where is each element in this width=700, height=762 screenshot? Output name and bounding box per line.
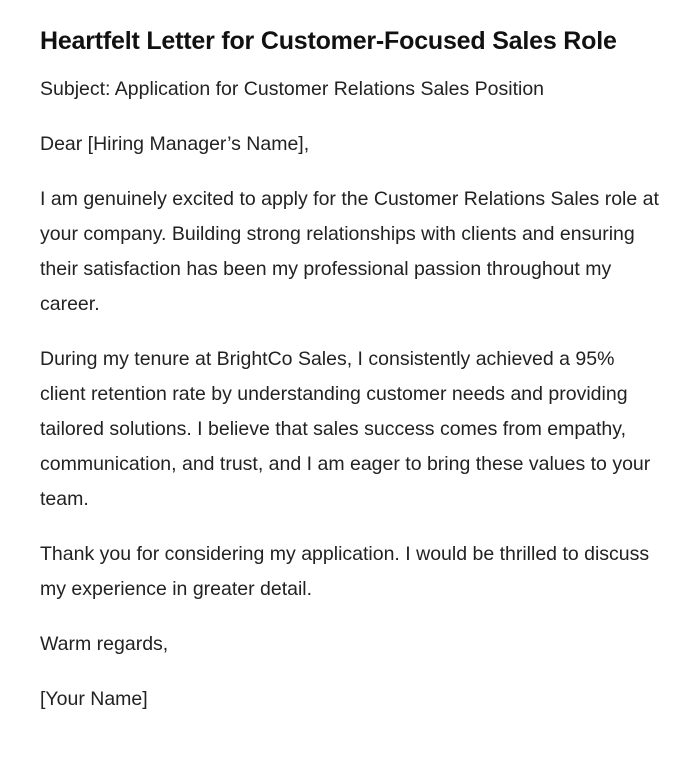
- letter-paragraph-intro: I am genuinely excited to apply for the Customer Relations Sales role at your company. Building strong relationships with clients and ensuring their satisfaction has been my professional passion throughout my career.: [40, 188, 659, 315]
- letter-salutation: Dear [Hiring Manager’s Name],: [40, 133, 310, 155]
- letter-paragraph-thanks: Thank you for considering my application. I would be thrilled to discuss my experience in greater detail.: [40, 543, 650, 600]
- letter-subject: Subject: Application for Customer Relations Sales Position: [40, 78, 545, 100]
- letter-signature: [Your Name]: [40, 688, 148, 710]
- letter-paragraph-experience: During my tenure at BrightCo Sales, I consistently achieved a 95% client retention rate by understanding customer needs and providing tailored solutions. I believe that sales success comes from empathy, communication, and trust, and I am eager to bring these values to your team.: [40, 348, 651, 510]
- letter-closing: Warm regards,: [40, 633, 169, 655]
- letter-title: Heartfelt Letter for Customer-Focused Sales Role: [40, 27, 617, 55]
